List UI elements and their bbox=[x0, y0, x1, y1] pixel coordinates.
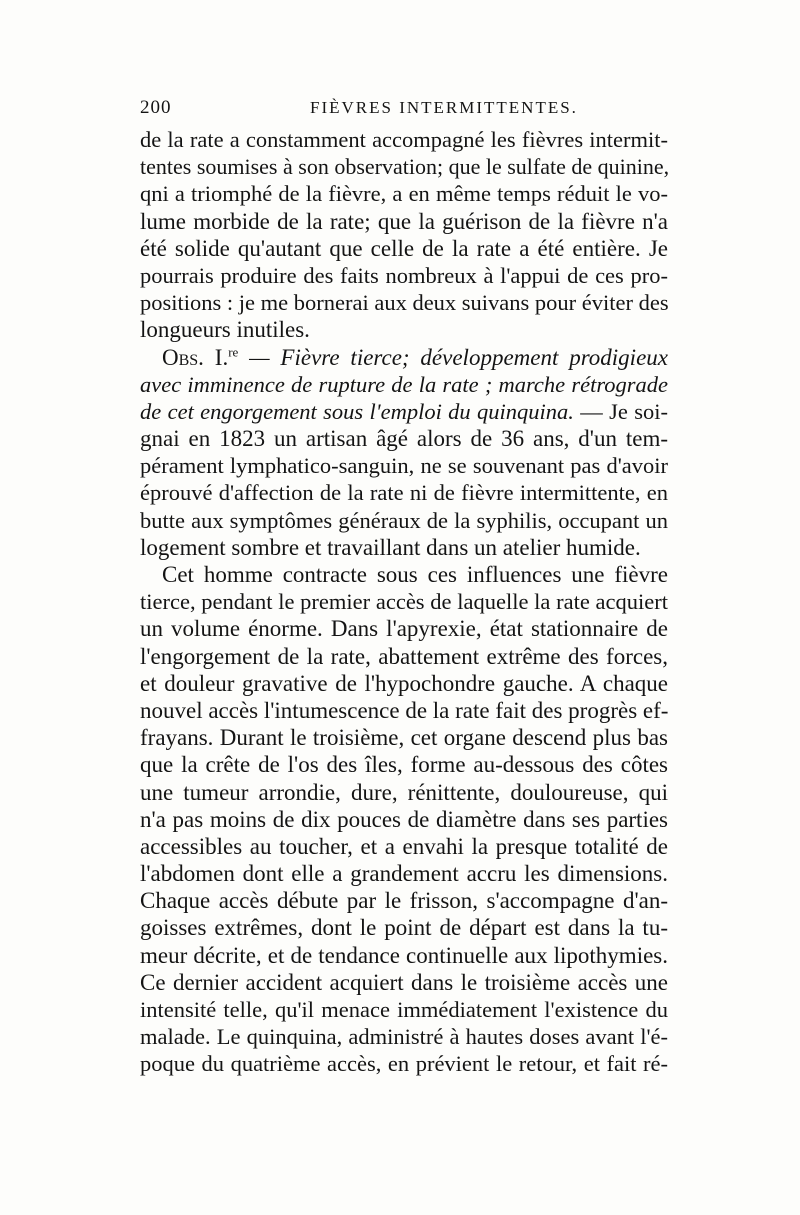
text-line: gnai en 1823 un artisan âgé alors de 36 ans, d'un tem- bbox=[140, 426, 668, 452]
page-number: 200 bbox=[140, 97, 172, 118]
paragraph-intro bbox=[140, 126, 668, 344]
observation-heading-line bbox=[140, 344, 668, 371]
observation-line-3 bbox=[140, 398, 668, 425]
obs-title-part2: avec imminence de rupture de la rate ; marche rétrograde bbox=[140, 371, 668, 397]
text-line: frayans. Durant le troisième, cet organe descend plus bas bbox=[140, 725, 668, 751]
text-line: l'engorgement de la rate, abattement extrême des forces, bbox=[140, 643, 668, 669]
text-line: intensité telle, qu'il menace immédiatement l'existence du bbox=[140, 997, 668, 1022]
obs-title-part3: de cet engorgement sous l'emploi du quinquina. bbox=[140, 398, 574, 424]
obs-title-part1: — Fièvre tierce; développement prodigieux bbox=[238, 344, 668, 370]
text-line: l'abdomen dont elle a grandement accru les dimensions. bbox=[140, 861, 668, 887]
text-line: et douleur gravative de l'hypochondre gauche. A chaque bbox=[140, 670, 668, 696]
obs-text-start: — Je soi- bbox=[573, 398, 668, 424]
paragraph-case bbox=[140, 561, 668, 1078]
text-line: Cet homme contracte sous ces influences une fièvre bbox=[162, 562, 668, 587]
text-line: Ce dernier accident acquiert dans le troisième accès une bbox=[140, 969, 668, 995]
page-header bbox=[140, 94, 668, 122]
text-line: n'a pas moins de dix pouces de diamètre dans ses parties bbox=[140, 806, 668, 832]
text-line: accessibles au toucher, et a envahi la presque totalité de bbox=[140, 833, 668, 859]
text-line: éprouvé d'affection de la rate ni de fièvre intermittente, en bbox=[140, 480, 668, 506]
text-line: été solide qu'autant que celle de la rate a été entière. Je bbox=[140, 235, 668, 261]
obs-label: Obs. bbox=[162, 344, 204, 370]
page-text bbox=[140, 126, 668, 1078]
text-line: longueurs inutiles. bbox=[140, 317, 310, 343]
text-line: meur décrite, et de tendance continuelle aux lipothymies. bbox=[140, 942, 668, 968]
text-line: poque du quatrième accès, en prévient le retour, et fait ré- bbox=[140, 1051, 668, 1077]
text-line: tentes soumises à son observation; que le sulfate de quinine, bbox=[140, 154, 670, 180]
text-line: lume morbide de la rate; que la guérison de la fièvre n'a bbox=[140, 208, 668, 234]
text-line: que la crête de l'os des îles, forme au-dessous des côtes bbox=[140, 752, 668, 778]
text-line: nouvel accès l'intumescence de la rate fait des progrès ef- bbox=[140, 697, 669, 723]
text-line: butte aux symptômes généraux de la syphilis, occupant un bbox=[140, 507, 668, 533]
text-line: malade. Le quinquina, administré à hautes doses avant l'é- bbox=[140, 1024, 668, 1050]
text-line: goisses extrêmes, dont le point de départ est dans la tu- bbox=[140, 915, 668, 941]
text-line: pourrais produire des faits nombreux à l'appui de ces pro- bbox=[140, 262, 668, 288]
text-line: qni a triomphé de la fièvre, a en même temps réduit le vo- bbox=[140, 181, 668, 207]
text-line: logement sombre et travaillant dans un atelier humide. bbox=[140, 534, 641, 560]
observation-paragraph bbox=[140, 344, 668, 562]
text-line: tierce, pendant le premier accès de laquelle la rate acquiert bbox=[140, 589, 668, 615]
running-title: FIÈVRES INTERMITTENTES. bbox=[310, 98, 578, 117]
obs-number-sup: re bbox=[228, 343, 239, 359]
text-line: pérament lymphatico-sanguin, ne se souvenant pas d'avoir bbox=[140, 453, 668, 479]
obs-number: I. bbox=[214, 344, 229, 370]
text-line: une tumeur arrondie, dure, rénittente, douloureuse, qui bbox=[140, 779, 668, 805]
text-line: un volume énorme. Dans l'apyrexie, état stationnaire de bbox=[140, 616, 668, 642]
text-line: positions : je me bornerai aux deux suivans pour éviter des bbox=[140, 290, 669, 316]
text-line: Chaque accès débute par le frisson, s'accompagne d'an- bbox=[140, 888, 668, 914]
text-line: de la rate a constamment accompagné les fièvres intermit- bbox=[140, 127, 668, 152]
